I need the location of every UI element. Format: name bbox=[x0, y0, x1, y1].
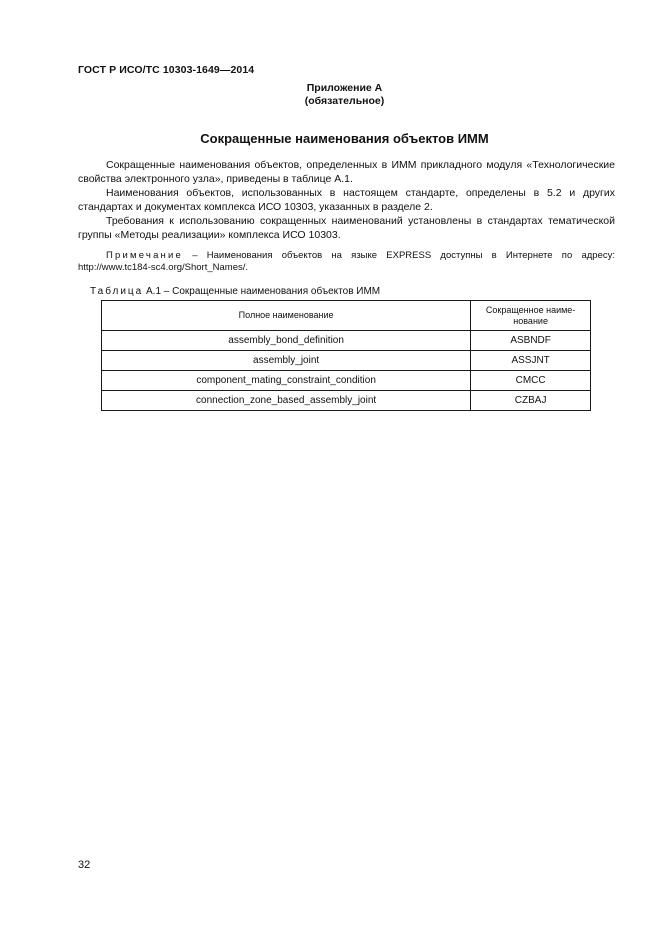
note-dash: – bbox=[183, 250, 207, 261]
cell-full-name: assembly_joint bbox=[102, 351, 471, 371]
note-label: Примечание bbox=[106, 250, 183, 261]
header-short-name-line1: Сокращенное наиме- bbox=[485, 304, 576, 315]
annex-label: Приложение А bbox=[306, 82, 383, 94]
paragraph-2: Наименования объектов, использованных в настоящем стандарте, определены в 5.2 и других стандартах и документах комплекса ИСО 10303, указанных в разделе 2. bbox=[78, 187, 615, 213]
note-text: Наименования объектов на языке EXPRESS доступны в Интернете по адресу: http://www.tc184-sc4.org/Short_Names/. bbox=[78, 250, 615, 273]
cell-short-name: CMCC bbox=[471, 371, 591, 391]
table-row bbox=[102, 351, 591, 371]
cell-short-name: ASSJNT bbox=[471, 351, 591, 371]
annex-status: (обязательное) bbox=[304, 95, 385, 107]
table-row bbox=[102, 331, 591, 351]
paragraph-3: Требования к использованию сокращенных наименований установлены в стандартах тематической группы «Методы реализации» комплекса ИСО 10303. bbox=[78, 215, 615, 241]
table-row bbox=[102, 391, 591, 411]
body-text bbox=[78, 158, 615, 242]
table-caption bbox=[90, 286, 380, 297]
table-row bbox=[102, 371, 591, 391]
cell-short-name: ASBNDF bbox=[471, 331, 591, 351]
paragraph-1: Сокращенные наименования объектов, определенных в ИММ прикладного модуля «Технологические свойства электронного узла», приведены в таблице А.1. bbox=[78, 159, 615, 185]
header-short-name bbox=[471, 301, 591, 331]
table-caption-text: А.1 – Сокращенные наименования объектов ИММ bbox=[143, 286, 381, 297]
section-title: Сокращенные наименования объектов ИММ bbox=[200, 131, 489, 146]
cell-full-name: connection_zone_based_assembly_joint bbox=[102, 391, 471, 411]
cell-short-name: CZBAJ bbox=[471, 391, 591, 411]
table-caption-label: Таблица bbox=[90, 286, 144, 297]
note bbox=[78, 250, 615, 274]
cell-full-name: component_mating_constraint_condition bbox=[102, 371, 471, 391]
document-header: ГОСТ Р ИСО/ТС 10303-1649—2014 bbox=[78, 64, 255, 76]
header-full-name: Полное наименование bbox=[102, 301, 471, 331]
page-number: 32 bbox=[78, 859, 91, 871]
header-short-name-line2: нование bbox=[513, 315, 548, 326]
cell-full-name: assembly_bond_definition bbox=[102, 331, 471, 351]
annex-heading bbox=[0, 82, 661, 108]
short-names-table bbox=[101, 300, 591, 411]
table-header-row bbox=[102, 301, 591, 331]
